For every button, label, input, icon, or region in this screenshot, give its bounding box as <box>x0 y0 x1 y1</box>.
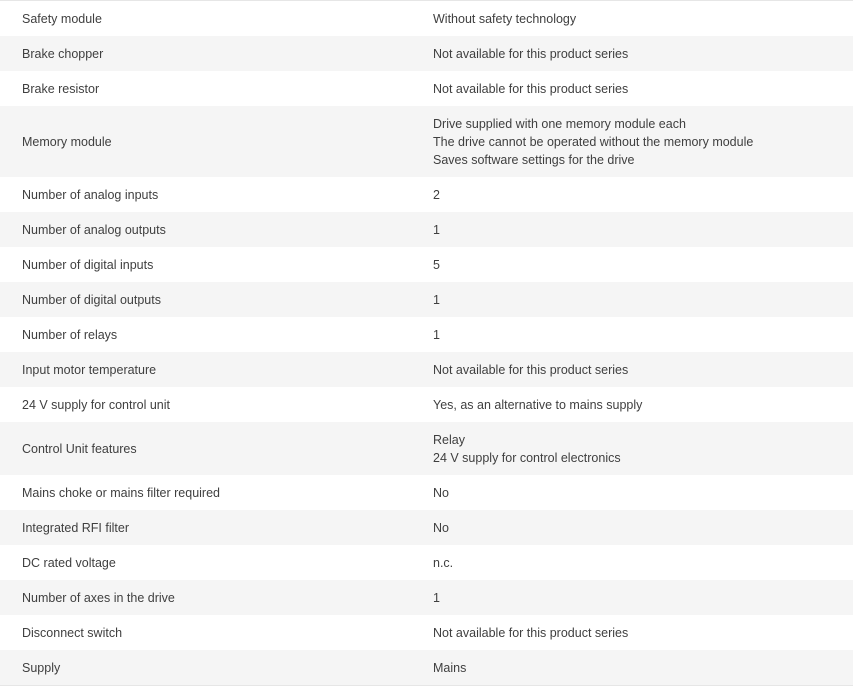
spec-value <box>433 580 853 615</box>
spec-value <box>433 352 853 387</box>
spec-label: Memory module <box>22 134 112 149</box>
spec-value <box>433 387 853 422</box>
table-row <box>0 545 853 580</box>
spec-value <box>433 650 853 685</box>
table-row <box>0 615 853 650</box>
spec-value <box>433 247 853 282</box>
table-row <box>0 71 853 106</box>
table-row <box>0 387 853 422</box>
spec-value-line: Relay <box>433 432 465 447</box>
spec-value-line: Not available for this product series <box>433 625 629 640</box>
table-row <box>0 650 853 685</box>
spec-value-line: 1 <box>433 327 440 342</box>
spec-value-line: 5 <box>433 257 440 272</box>
spec-label: DC rated voltage <box>22 555 116 570</box>
spec-value <box>433 422 853 475</box>
spec-label: Number of digital outputs <box>22 292 161 307</box>
spec-label: Safety module <box>22 11 102 26</box>
table-row <box>0 247 853 282</box>
table-row <box>0 352 853 387</box>
table-row <box>0 422 853 475</box>
table-row <box>0 475 853 510</box>
spec-label: Disconnect switch <box>22 625 123 640</box>
spec-label: Brake chopper <box>22 46 104 61</box>
spec-value-line: No <box>433 485 449 500</box>
spec-value-line: 2 <box>433 187 440 202</box>
spec-label: Number of axes in the drive <box>22 590 175 605</box>
spec-value-line: Not available for this product series <box>433 46 629 61</box>
spec-value <box>433 317 853 352</box>
table-row <box>0 510 853 545</box>
spec-value <box>433 106 853 177</box>
spec-label: Mains choke or mains filter required <box>22 485 220 500</box>
spec-label: 24 V supply for control unit <box>22 397 170 412</box>
spec-value <box>433 1 853 36</box>
spec-value-line: 1 <box>433 222 440 237</box>
table-row <box>0 1 853 36</box>
spec-value-line: 1 <box>433 590 440 605</box>
spec-label: Input motor temperature <box>22 362 157 377</box>
spec-value <box>433 282 853 317</box>
spec-value <box>433 615 853 650</box>
table-row <box>0 177 853 212</box>
table-row <box>0 212 853 247</box>
spec-label: Brake resistor <box>22 81 100 96</box>
spec-value-line: 1 <box>433 292 440 307</box>
spec-label: Number of analog inputs <box>22 187 159 202</box>
spec-value-line: 24 V supply for control electronics <box>433 450 621 465</box>
spec-value-line: Not available for this product series <box>433 362 629 377</box>
spec-value-line: Mains <box>433 660 467 675</box>
spec-value-line: No <box>433 520 449 535</box>
spec-value-line: Drive supplied with one memory module each <box>433 116 686 131</box>
spec-label: Control Unit features <box>22 441 137 456</box>
table-row <box>0 106 853 177</box>
spec-value <box>433 71 853 106</box>
spec-label: Supply <box>22 660 61 675</box>
spec-value <box>433 475 853 510</box>
spec-value <box>433 212 853 247</box>
spec-value-line: Without safety technology <box>433 11 577 26</box>
spec-label: Number of digital inputs <box>22 257 154 272</box>
spec-label: Integrated RFI filter <box>22 520 129 535</box>
spec-value <box>433 510 853 545</box>
spec-label: Number of analog outputs <box>22 222 166 237</box>
spec-value <box>433 36 853 71</box>
spec-label: Number of relays <box>22 327 118 342</box>
spec-value-line: The drive cannot be operated without the memory module <box>433 134 754 149</box>
table-row <box>0 580 853 615</box>
table-row <box>0 282 853 317</box>
spec-value <box>433 545 853 580</box>
table-row <box>0 36 853 71</box>
spec-value <box>433 177 853 212</box>
spec-value-line: Not available for this product series <box>433 81 629 96</box>
table-row <box>0 317 853 352</box>
spec-value-line: Yes, as an alternative to mains supply <box>433 397 643 412</box>
spec-value-line: n.c. <box>433 555 454 570</box>
spec-value-line: Saves software settings for the drive <box>433 152 635 167</box>
